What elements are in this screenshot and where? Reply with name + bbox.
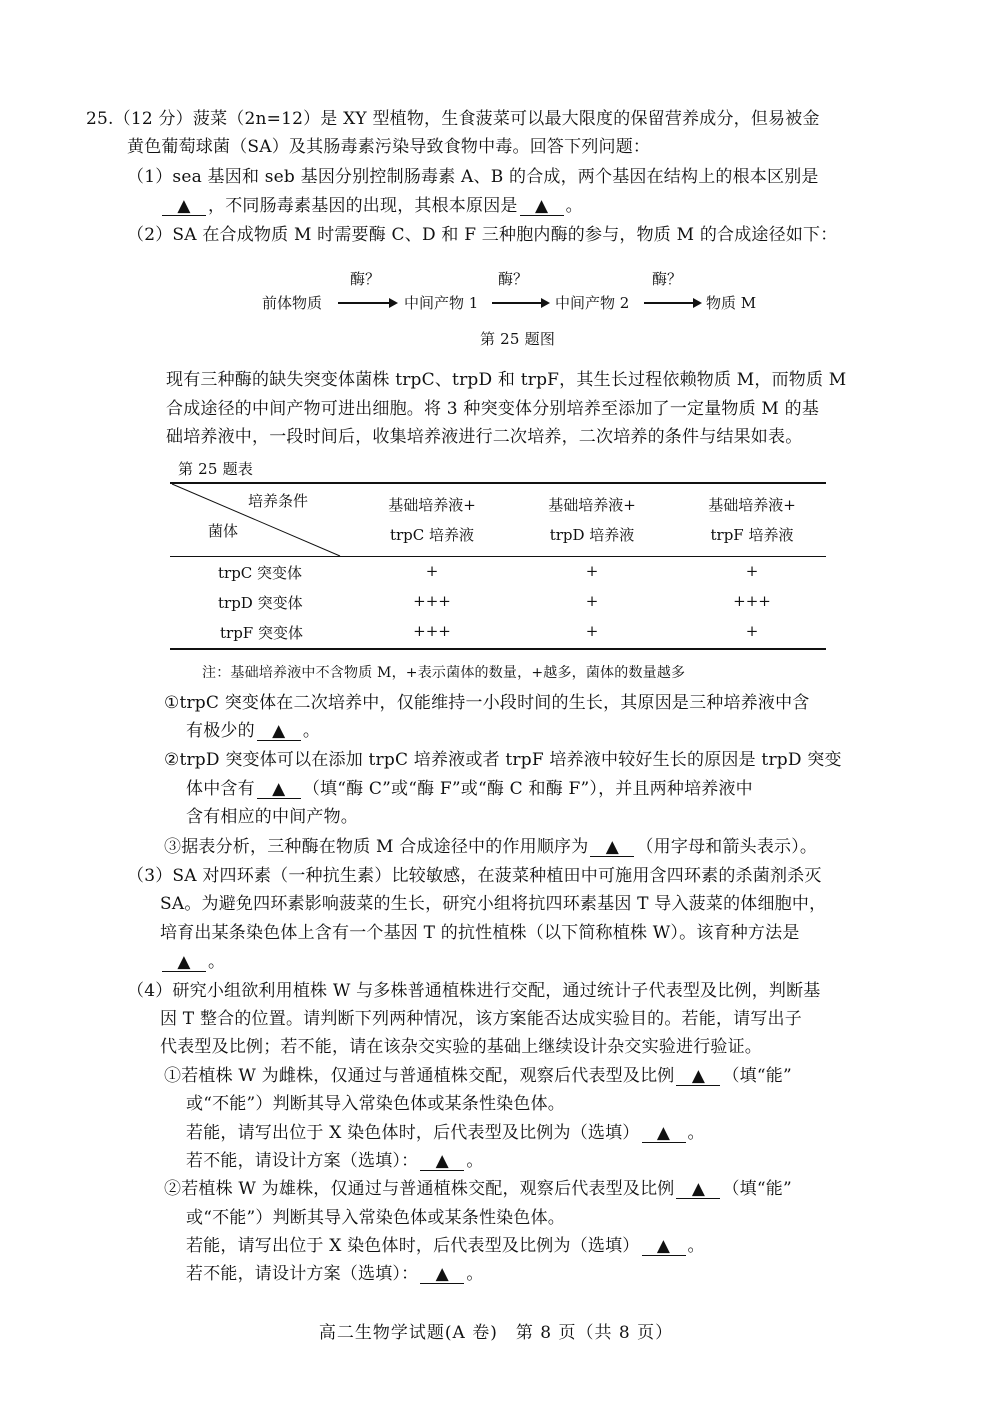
answer-blank[interactable]: ▲ [257,780,301,799]
pathway-enzyme-label-2: 酶？ [498,270,529,288]
pathway-enzyme-label-1: 酶？ [350,270,381,288]
part4-line-3: 代表型及比例；若不能，请在该杂交实验的基础上继续设计杂交实验进行验证。 [160,1037,762,1057]
part2-line-1: （2）SA 在合成物质 M 时需要酶 C、D 和 F 三种胞内酶的参与，物质 M 的合成途径如下： [127,225,838,245]
pathway-node-product-m: 物质 M [706,294,757,312]
table-corner-strain: 菌体 [208,522,239,540]
question-intro-line-1: 25.（12 分）菠菜（2n=12）是 XY 型植物，生食菠菜可以最大限度的保留营养成分，但易被金 [86,109,820,129]
scenario1-line-3 [186,1122,705,1144]
table-cell: + [425,562,439,580]
table-cell: + [745,622,759,640]
answer-blank[interactable]: ▲ [520,197,564,216]
scenario1-line-2: 或“不能”）判断其导入常染色体或某条性染色体。 [186,1094,565,1114]
table-note: 注：基础培养液中不含物质 M，+表示菌体的数量，+越多，菌体的数量越多 [202,665,686,681]
part1-text-b: 。 [565,196,583,216]
scenario2-line-2: 或“不能”）判断其导入常染色体或某条性染色体。 [186,1208,565,1228]
subq3-text-b: （用字母和箭头表示）。 [636,837,818,857]
table-cell: + [745,562,759,580]
subq1-text-a: 有极少的 [186,721,255,741]
answer-blank[interactable]: ▲ [162,197,206,216]
scenario1-text-c: 若能，请写出位于 X 染色体时，后代表型及比例为（选填） [186,1123,640,1143]
answer-blank[interactable]: ▲ [162,953,206,972]
table-corner-conditions: 培养条件 [248,492,309,510]
table-row-label-trpc: trpC 突变体 [218,564,303,582]
scenario2-text-e: 若不能，请设计方案（选填）： [186,1264,419,1284]
subq2-text-a: 体中含有 [186,779,255,799]
table-cell: +++ [413,622,451,640]
scenario2-text-f: 。 [466,1264,484,1284]
page-footer: 高二生物学试题(A 卷) 第 8 页（共 8 页） [318,1323,674,1343]
scenario2-text-d: 。 [687,1236,705,1256]
part1-text-a: ，不同肠毒素基因的出现，其根本原因是 [208,196,518,216]
answer-blank[interactable]: ▲ [642,1237,686,1256]
pathway-node-intermediate-2: 中间产物 2 [555,294,630,312]
pathway-arrow-3 [644,302,700,304]
table-col-header-3-line-1: 基础培养液+ [708,496,796,514]
scenario1-line-1 [164,1065,792,1087]
scenario2-line-4 [186,1263,484,1285]
question-intro-line-2: 黄色葡萄球菌（SA）及其肠毒素污染导致食物中毒。回答下列问题： [127,137,651,157]
scenario1-text-d: 。 [687,1123,705,1143]
subq1-line-1: ①trpC 突变体在二次培养中，仅能维持一小段时间的生长，其原因是三种培养液中含 [164,693,810,713]
answer-blank[interactable]: ▲ [257,722,301,741]
scenario1-text-a: ①若植株 W 为雌株，仅通过与普通植株交配，观察后代表型及比例 [164,1066,675,1086]
table-col-header-1-line-2: trpC 培养液 [389,526,475,544]
answer-blank[interactable]: ▲ [676,1180,720,1199]
part3-line-2: SA。为避免四环素影响菠菜的生长，研究小组将抗四环素基因 T 导入菠菜的体细胞中， [160,894,827,914]
answer-blank[interactable]: ▲ [590,838,634,857]
answer-blank[interactable]: ▲ [676,1067,720,1086]
pathway-node-precursor: 前体物质 [262,294,323,312]
figure-caption: 第 25 题图 [480,330,556,348]
table-col-header-1-line-1: 基础培养液+ [388,496,476,514]
answer-blank[interactable]: ▲ [642,1124,686,1143]
part3-line-1: （3）SA 对四环素（一种抗生素）比较敏感，在菠菜种植田中可施用含四环素的杀菌剂杀灭 [127,866,822,886]
subq3-text-a: ③据表分析，三种酶在物质 M 合成途径中的作用顺序为 [164,837,589,857]
part1-line-1: （1）sea 基因和 seb 基因分别控制肠毒素 A、B 的合成，两个基因在结构上的根本区别是 [127,167,819,187]
part2-paragraph-line-3: 础培养液中，一段时间后，收集培养液进行二次培养，二次培养的条件与结果如表。 [166,427,803,447]
part4-line-2: 因 T 整合的位置。请判断下列两种情况，该方案能否达成实验目的。若能，请写出子 [160,1009,802,1029]
table-cell: + [585,622,599,640]
answer-blank[interactable]: ▲ [420,1152,464,1171]
table-cell: + [585,562,599,580]
table-cell: +++ [733,592,771,610]
table-col-header-2-line-1: 基础培养液+ [548,496,636,514]
scenario2-text-c: 若能，请写出位于 X 染色体时，后代表型及比例为（选填） [186,1236,640,1256]
results-table [170,482,826,650]
subq2-line-2 [186,778,753,800]
part2-paragraph-line-2: 合成途径的中间产物可进出细胞。将 3 种突变体分别培养至添加了一定量物质 M 的基 [166,399,820,419]
pathway-arrow-1 [338,302,396,304]
pathway-diagram [262,262,782,322]
part3-text-b: 。 [208,952,226,972]
part1-line-2 [160,195,583,217]
table-cell: + [585,592,599,610]
subq3-line-1 [164,836,817,858]
part4-line-1: （4）研究小组欲利用植株 W 与多株普通植株进行交配，通过统计子代表型及比例，判断基 [127,981,821,1001]
scenario1-text-e: 若不能，请设计方案（选填）： [186,1151,419,1171]
subq1-text-b: 。 [302,721,321,741]
subq1-line-2 [186,720,320,742]
scenario1-line-4 [186,1150,484,1172]
part3-line-3: 培育出某条染色体上含有一个基因 T 的抗性植株（以下简称植株 W）。该育种方法是 [160,923,800,943]
pathway-arrow-2 [492,302,548,304]
table-col-header-2-line-2: trpD 培养液 [549,526,635,544]
table-cell: +++ [413,592,451,610]
answer-blank[interactable]: ▲ [420,1265,464,1284]
table-row-label-trpd: trpD 突变体 [218,594,303,612]
scenario2-line-1 [164,1178,792,1200]
scenario2-text-a: ②若植株 W 为雄株，仅通过与普通植株交配，观察后代表型及比例 [164,1179,675,1199]
subq2-text-b: （填“酶 C”或“酶 F”或“酶 C 和酶 F”），并且两种培养液中 [302,779,753,799]
table-caption: 第 25 题表 [178,460,254,478]
subq2-line-3: 含有相应的中间产物。 [186,807,358,827]
table-col-header-3-line-2: trpF 培养液 [710,526,794,544]
scenario2-line-3 [186,1235,705,1257]
part2-paragraph-line-1: 现有三种酶的缺失突变体菌株 trpC、trpD 和 trpF，其生长过程依赖物质 M，而物质 M [166,370,847,390]
pathway-enzyme-label-3: 酶？ [652,270,683,288]
scenario1-text-f: 。 [466,1151,484,1171]
table-row-label-trpf: trpF 突变体 [220,624,303,642]
scenario2-text-b: （填“能” [722,1179,792,1199]
scenario1-text-b: （填“能” [722,1066,792,1086]
part3-line-4 [160,951,225,973]
pathway-node-intermediate-1: 中间产物 1 [404,294,479,312]
subq2-line-1: ②trpD 突变体可以在添加 trpC 培养液或者 trpF 培养液中较好生长的原因是 trpD 突变 [164,750,842,770]
